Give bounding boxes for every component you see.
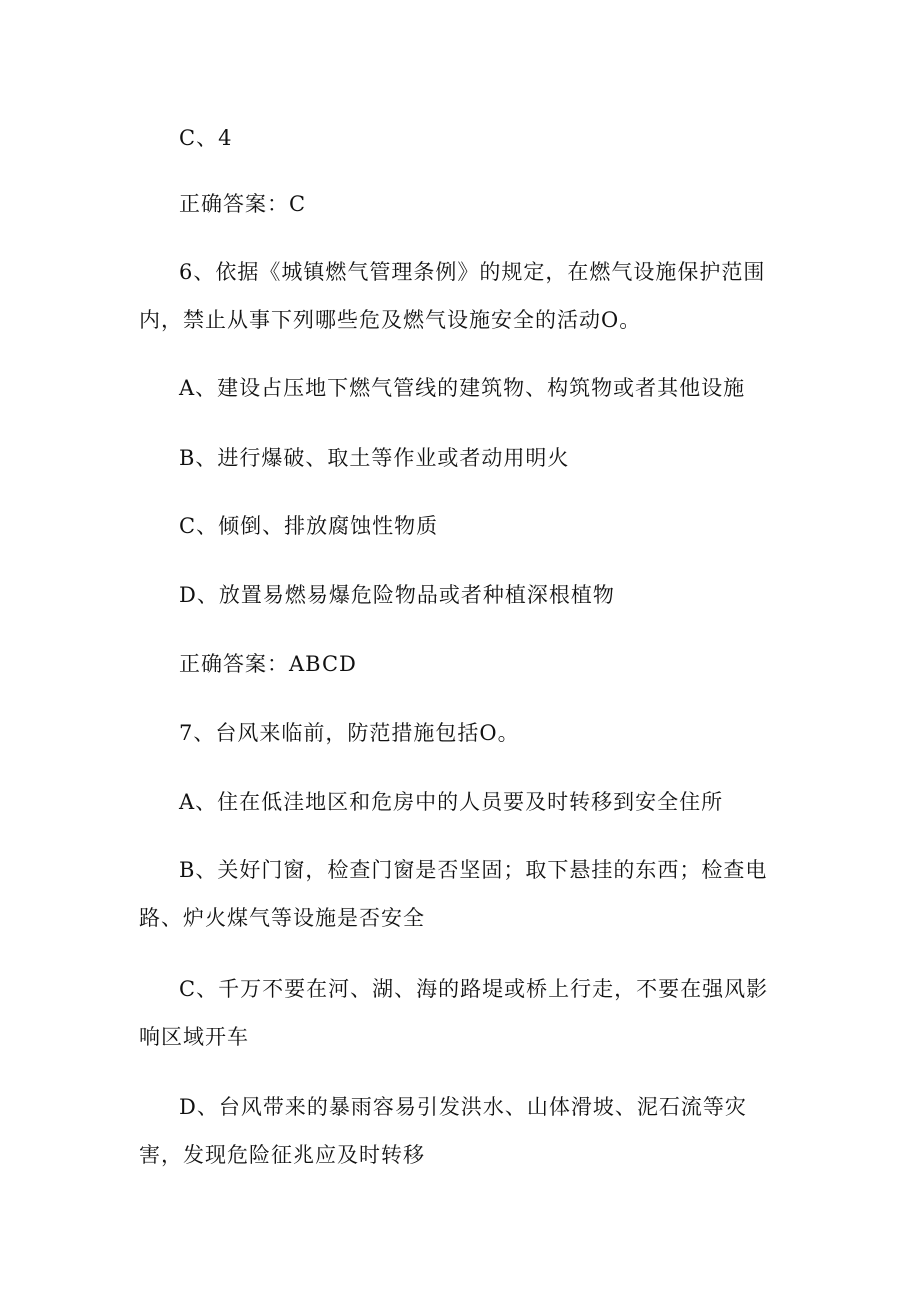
prev-option-c: C、4 xyxy=(179,126,233,150)
prev-answer: 正确答案：C xyxy=(179,192,307,216)
question-6-option-a: A、建设占压地下燃气管线的建筑物、构筑物或者其他设施 xyxy=(179,376,746,400)
question-7-option-a: A、住在低洼地区和危房中的人员要及时转移到安全住所 xyxy=(179,790,724,814)
question-6-option-c: C、倾倒、排放腐蚀性物质 xyxy=(179,514,439,538)
question-7-option-b: B、关好门窗，检查门窗是否坚固；取下悬挂的东西；检查电路、炉火煤气等设施是否安全 xyxy=(139,858,768,930)
question-6-option-d: D、放置易燃易爆危险物品或者种植深根植物 xyxy=(179,583,615,607)
question-6-text: 6、依据《城镇燃气管理条例》的规定，在燃气设施保护范围内，禁止从事下列哪些危及燃气设施安全的活动O。 xyxy=(139,260,766,332)
question-7-option-c: C、千万不要在河、湖、海的路堤或桥上行走，不要在强风影响区域开车 xyxy=(139,977,769,1049)
question-6-option-b: B、进行爆破、取土等作业或者动用明火 xyxy=(179,446,570,470)
question-6-answer: 正确答案：ABCD xyxy=(179,652,357,676)
question-7-text: 7、台风来临前，防范措施包括O。 xyxy=(179,721,520,745)
question-7-option-d: D、台风带来的暴雨容易引发洪水、山体滑坡、泥石流等灾害，发现危险征兆应及时转移 xyxy=(139,1095,747,1167)
